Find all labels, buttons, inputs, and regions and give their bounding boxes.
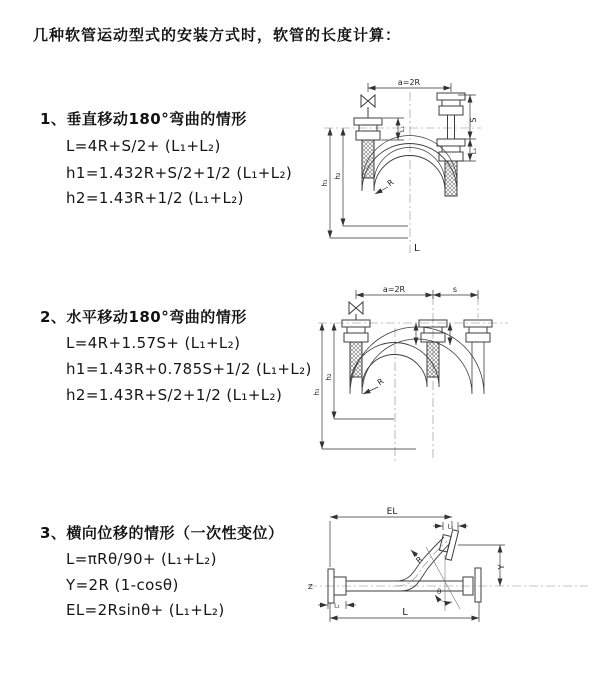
dim-label-s: S xyxy=(469,117,478,123)
formula-h2: h2=1.43R+1/2 (L₁+L₂) xyxy=(66,189,244,207)
diagram-horizontal-bend xyxy=(312,282,590,472)
dimension-labels xyxy=(313,285,457,396)
dimension-lines xyxy=(322,290,478,449)
diagram-lateral-displacement xyxy=(300,503,595,643)
hose-u2-outer xyxy=(350,327,484,394)
dim-label-l: L xyxy=(414,243,420,254)
hose-phantom-outer xyxy=(362,136,457,184)
dim-label-y: Y xyxy=(497,564,506,570)
dim-label-l1-left: L₁ xyxy=(398,125,406,133)
hose-s-lower xyxy=(400,543,450,591)
dim-label-l1-top: L₁ xyxy=(447,523,454,531)
dimension-lines xyxy=(318,517,505,622)
page-title: 几种软管运动型式的安装方式时，软管的长度计算： xyxy=(33,26,402,44)
hose-u1-inner xyxy=(362,355,427,387)
section-2-heading: 2、水平移动180°弯曲的情形 xyxy=(40,308,247,326)
centerlines xyxy=(318,296,508,464)
dim-label-theta: θ xyxy=(437,588,442,596)
dim-label-s: s xyxy=(452,285,458,294)
dim-label-h2: h₂ xyxy=(334,172,342,180)
dim-label-z: Z xyxy=(308,583,313,591)
section-3-heading: 3、横向位移的情形（一次性变位） xyxy=(40,524,284,542)
hose-u-inner xyxy=(374,156,445,197)
valve-icon xyxy=(349,302,363,314)
dim-label-l: L xyxy=(402,607,408,618)
dim-label-el: EL xyxy=(386,507,398,517)
dim-label-l1-right: L₁ xyxy=(470,147,478,155)
formula-l: L=πRθ/90+ (L₁+L₂) xyxy=(66,550,217,568)
dim-label-a2r: a=2R xyxy=(397,78,421,87)
formula-el: EL=2Rsinθ+ (L₁+L₂) xyxy=(66,601,225,619)
dim-label-h1: h₁ xyxy=(321,179,329,187)
hose-assembly xyxy=(354,93,465,196)
formula-h1: h1=1.432R+S/2+1/2 (L₁+L₂) xyxy=(66,164,293,182)
dim-label-r: R xyxy=(385,177,396,189)
dim-label-r: R xyxy=(375,376,386,388)
formula-l: L=4R+1.57S+ (L₁+L₂) xyxy=(66,334,241,352)
flange-right-top xyxy=(438,528,459,560)
hose-assembly xyxy=(342,302,492,394)
flange-right-bottom xyxy=(475,568,481,602)
dim-label-r: R xyxy=(414,554,425,566)
dim-label-h2: h₂ xyxy=(325,373,333,381)
formula-h1: h1=1.43R+0.785S+1/2 (L₁+L₂) xyxy=(66,360,312,378)
formula-l: L=4R+S/2+ (L₁+L₂) xyxy=(66,137,221,155)
dim-label-h1: h₁ xyxy=(313,388,321,396)
construction-lines xyxy=(426,547,460,611)
section-1-heading: 1、垂直移动180°弯曲的情形 xyxy=(40,110,247,128)
formula-y: Y=2R (1-cosθ) xyxy=(66,576,179,594)
hose-assembly xyxy=(328,528,481,603)
braided-hose-left xyxy=(350,342,362,377)
hose-u2-inner xyxy=(362,339,472,394)
formula-h2: h2=1.43R+S/2+1/2 (L₁+L₂) xyxy=(66,386,283,404)
braided-hose-middle xyxy=(427,342,439,377)
dim-label-a2r: a=2R xyxy=(382,285,406,294)
diagram-vertical-bend xyxy=(318,76,590,258)
dimension-labels xyxy=(308,507,506,618)
dim-label-l1-left: L₁ xyxy=(334,602,340,610)
valve-icon xyxy=(361,95,375,107)
